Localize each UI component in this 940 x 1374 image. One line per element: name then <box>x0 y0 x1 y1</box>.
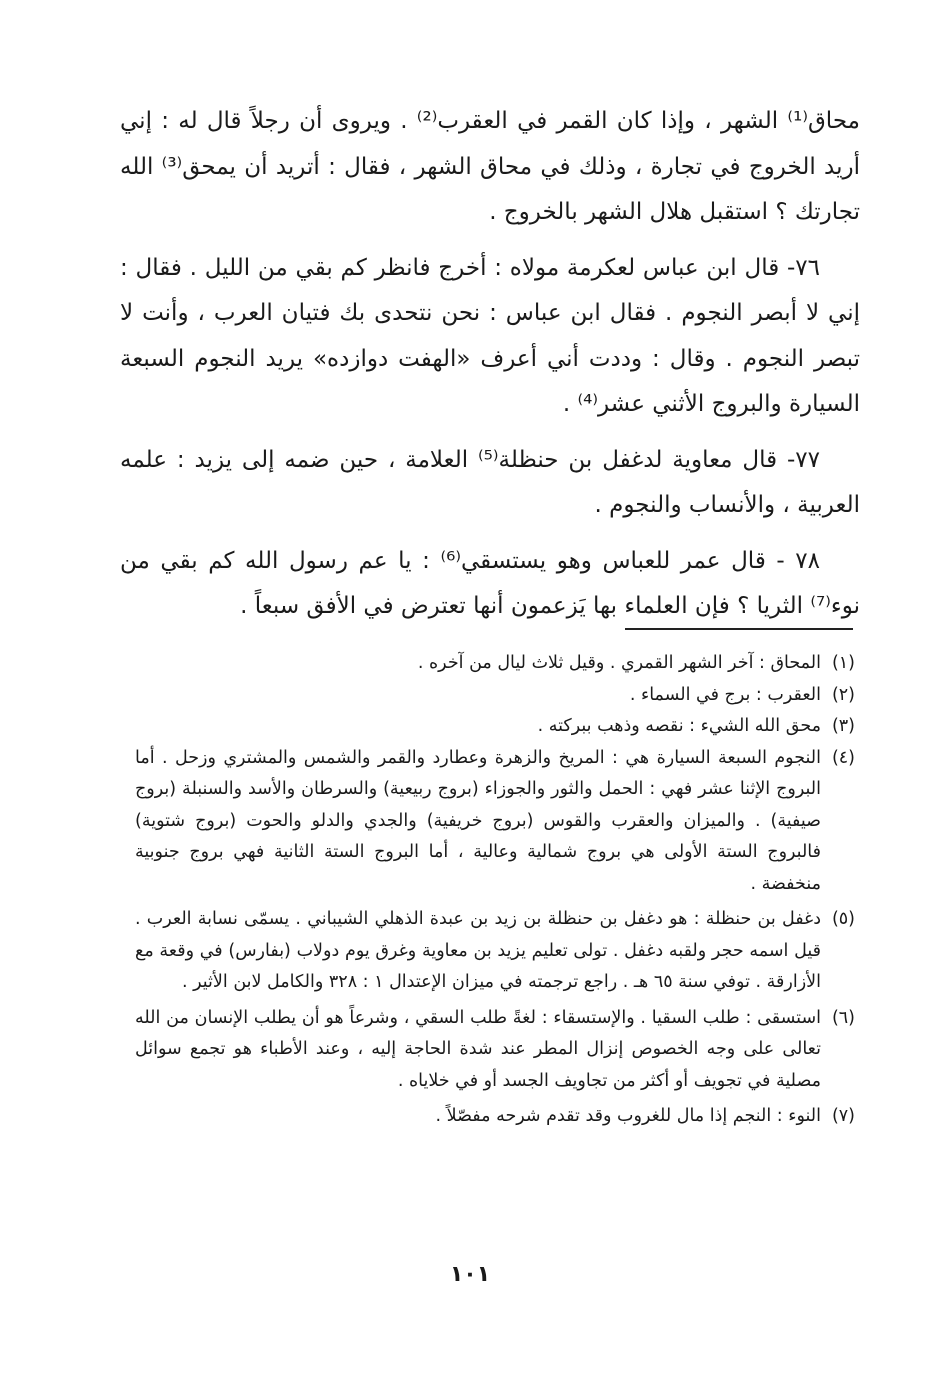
footnote-number: (٢) <box>831 684 855 705</box>
footnote-number: (٤) <box>831 747 855 768</box>
footnote-text: دغفل بن حنظلة : هو دغفل بن حنظلة بن زيد بن عبدة الذهلي الشيباني . يسمّى نسابة العرب . قيل اسمه حجر ولقبه دغفل . تولى تعليم يزيد بن معاوية وغرق يوم دولاب (بفارس) في وقعة مع الأزارقة . توفي سنة ٦٥ هـ . راجع ترجمته في ميزان الإعتدال ١ : ٣٢٨ والكامل لابن الأثير . <box>135 909 821 992</box>
footnote-5 <box>135 904 855 999</box>
page-number: ١٠١ <box>449 1262 491 1287</box>
footnote-6 <box>135 1003 855 1098</box>
paragraph-continuation: محاق⁽¹⁾ الشهر ، وإذا كان القمر في العقرب⁽²⁾ . ويروى أن رجلاً قال له : إني أريد الخروج في تجارة ، وذلك في محاق الشهر ، فقال : أتريد أن يمحق⁽³⁾ الله تجارتك ؟ استقبل هلال الشهر بالخروج . <box>120 108 860 225</box>
paragraph-78: ٧٨ - قال عمر للعباس وهو يستسقي⁽⁶⁾ : يا عم رسول الله كم بقي من نوء⁽⁷⁾ الثريا ؟ فإن العلماء بها يَزعمون أنها تعترض في الأفق سبعاً . <box>120 547 860 619</box>
footnote-separator <box>625 628 853 630</box>
footnote-1 <box>135 648 855 680</box>
main-text <box>120 99 860 630</box>
footnote-text: العقرب : برج في السماء . <box>629 684 821 705</box>
footnote-text: النوء : النجم إذا مال للغروب وقد تقدم شرحه مفصّلاً . <box>435 1106 821 1126</box>
paragraph-76: ٧٦- قال ابن عباس لعكرمة مولاه : أخرج فانظر كم بقي من الليل . فقال : إني لا أبصر النجوم . فقال ابن عباس : نحن نتحدى بك فتيان العرب ، وأنت لا تبصر النجوم . وقال : وددت أني أعرف «الهفت دوازده» يريد النجوم السبعة السيارة والبروج الأثني عشر⁽⁴⁾ . <box>120 254 860 417</box>
footnotes <box>135 648 855 1133</box>
footnote-number: (٧) <box>831 1106 855 1126</box>
footnote-number: (٣) <box>831 716 855 736</box>
footnote-text: محق الله الشيء : نقصه وذهب ببركته . <box>537 716 821 736</box>
footnote-number: (١) <box>831 653 855 673</box>
footnote-4 <box>135 743 855 901</box>
paragraph-77: ٧٧- قال معاوية لدغفل بن حنظلة⁽⁵⁾ العلامة ، حين ضمه إلى يزيد : علمه العربية ، والأنساب والنجوم . <box>120 446 860 518</box>
footnote-text: النجوم السبعة السيارة هي : المريخ والزهرة وعطارد والقمر والشمس والمشتري وزحل . أما البروج الإثنا عشر فهي : الحمل والثور والجوزاء (بروج ربيعية) والسرطان والأسد والسنبلة (بروج صيفية) . والميزان والعقرب والقوس (بروج خريفية) والجدي والدلو والحوت (بروج شتوية) فالبروج الستة الأولى هي بروج شمالية وعالية ، أما البروج الستة الثانية فهي بروج جنوبية منخفضة . <box>135 747 821 894</box>
footnote-text: المحاق : آخر الشهر القمري . وقيل ثلاث ليال من آخره . <box>417 653 821 673</box>
footnote-number: (٥) <box>831 909 855 929</box>
footnote-7 <box>135 1101 855 1133</box>
footnote-3 <box>135 711 855 743</box>
footnote-text: استسقى : طلب السقيا . والإستسقاء : لغةً طلب السقي ، وشرعاً هو أن يطلب الإنسان من الله تعالى على وجه الخصوص إنزال المطر عند شدة الحاجة إليه ، وعند الأطباء هو تجمع سوائل مصلية في تجويف أو أكثر من تجاويف الجسد أو في خلاياه . <box>135 1007 821 1091</box>
footnote-2 <box>135 680 855 712</box>
footnote-number: (٦) <box>831 1007 855 1028</box>
